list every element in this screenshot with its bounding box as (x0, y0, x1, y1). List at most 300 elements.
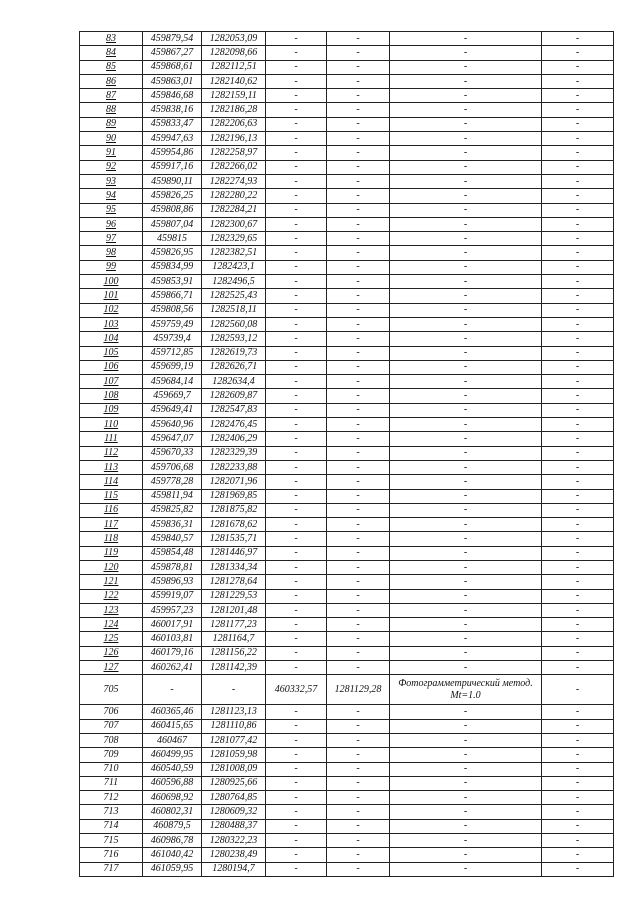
y-coordinate-cell: 1282525,43 (202, 289, 266, 303)
accuracy-cell: - (542, 575, 614, 589)
x-coordinate-cell: 459684,14 (143, 375, 202, 389)
table-row (80, 489, 614, 503)
table-row (80, 346, 614, 360)
x-coordinate-cell: 459896,93 (143, 575, 202, 589)
new-x-coordinate-cell: - (266, 618, 327, 632)
x-coordinate-cell: 460262,41 (143, 661, 202, 675)
y-coordinate-cell: 1282284,21 (202, 203, 266, 217)
point-number-cell: 115 (80, 489, 143, 503)
method-cell: - (390, 575, 542, 589)
y-coordinate-cell: 1281142,39 (202, 661, 266, 675)
method-cell: - (390, 403, 542, 417)
method-cell: - (390, 748, 542, 762)
accuracy-cell: - (542, 117, 614, 131)
new-y-coordinate-cell: - (327, 303, 390, 317)
accuracy-cell: - (542, 332, 614, 346)
new-y-coordinate-cell: - (327, 546, 390, 560)
method-cell: - (390, 661, 542, 675)
y-coordinate-cell: 1281164,7 (202, 632, 266, 646)
x-coordinate-cell: 459867,27 (143, 46, 202, 60)
table-row (80, 246, 614, 260)
y-coordinate-cell: 1282619,73 (202, 346, 266, 360)
new-y-coordinate-cell: - (327, 489, 390, 503)
y-coordinate-cell: 1281278,64 (202, 575, 266, 589)
new-y-coordinate-cell: - (327, 260, 390, 274)
table-row (80, 475, 614, 489)
new-x-coordinate-cell: - (266, 791, 327, 805)
x-coordinate-cell: 459853,91 (143, 275, 202, 289)
new-x-coordinate-cell: - (266, 103, 327, 117)
new-x-coordinate-cell: - (266, 834, 327, 848)
y-coordinate-cell: 1282196,13 (202, 132, 266, 146)
method-cell: - (390, 460, 542, 474)
y-coordinate-cell: 1282547,83 (202, 403, 266, 417)
y-coordinate-cell: 1281535,71 (202, 532, 266, 546)
new-y-coordinate-cell: - (327, 776, 390, 790)
y-coordinate-cell: 1281969,85 (202, 489, 266, 503)
point-number-cell: 110 (80, 418, 143, 432)
accuracy-cell: - (542, 675, 614, 705)
point-number-cell: 126 (80, 646, 143, 660)
x-coordinate-cell: 459879,54 (143, 32, 202, 46)
accuracy-cell: - (542, 89, 614, 103)
new-y-coordinate-cell: - (327, 661, 390, 675)
method-cell: - (390, 418, 542, 432)
accuracy-cell: - (542, 805, 614, 819)
point-number-cell: 83 (80, 32, 143, 46)
accuracy-cell: - (542, 719, 614, 733)
point-number-cell: 84 (80, 46, 143, 60)
new-y-coordinate-cell: - (327, 719, 390, 733)
new-y-coordinate-cell: - (327, 589, 390, 603)
new-x-coordinate-cell: - (266, 503, 327, 517)
table-row (80, 117, 614, 131)
accuracy-cell: - (542, 862, 614, 876)
method-cell: - (390, 146, 542, 160)
point-number-cell: 125 (80, 632, 143, 646)
table-row (80, 618, 614, 632)
table-row (80, 232, 614, 246)
point-number-cell: 116 (80, 503, 143, 517)
method-cell: - (390, 89, 542, 103)
method-cell: Фотограмметрический метод. Mt=1.0 (390, 675, 542, 705)
method-cell: - (390, 74, 542, 88)
x-coordinate-cell: 459840,57 (143, 532, 202, 546)
table-row (80, 189, 614, 203)
x-coordinate-cell: 459866,71 (143, 289, 202, 303)
point-number-cell: 109 (80, 403, 143, 417)
y-coordinate-cell: 1282233,88 (202, 460, 266, 474)
point-number-cell: 113 (80, 460, 143, 474)
y-coordinate-cell: 1282274,93 (202, 174, 266, 188)
method-cell: - (390, 632, 542, 646)
method-cell: - (390, 489, 542, 503)
new-y-coordinate-cell: - (327, 246, 390, 260)
x-coordinate-cell: 459826,25 (143, 189, 202, 203)
table-row (80, 762, 614, 776)
new-y-coordinate-cell: - (327, 632, 390, 646)
y-coordinate-cell: 1281446,97 (202, 546, 266, 560)
new-x-coordinate-cell: - (266, 360, 327, 374)
method-cell: - (390, 546, 542, 560)
new-y-coordinate-cell: - (327, 532, 390, 546)
point-number-cell: 87 (80, 89, 143, 103)
point-number-cell: 89 (80, 117, 143, 131)
y-coordinate-cell: 1282382,51 (202, 246, 266, 260)
new-y-coordinate-cell: - (327, 46, 390, 60)
new-x-coordinate-cell: - (266, 117, 327, 131)
x-coordinate-cell: 460103,81 (143, 632, 202, 646)
new-x-coordinate-cell: - (266, 733, 327, 747)
method-cell: - (390, 203, 542, 217)
new-y-coordinate-cell: - (327, 762, 390, 776)
y-coordinate-cell: 1281229,53 (202, 589, 266, 603)
new-x-coordinate-cell: - (266, 217, 327, 231)
new-y-coordinate-cell: - (327, 74, 390, 88)
y-coordinate-cell: 1282071,96 (202, 475, 266, 489)
new-x-coordinate-cell: - (266, 60, 327, 74)
new-x-coordinate-cell: - (266, 705, 327, 719)
accuracy-cell: - (542, 791, 614, 805)
new-x-coordinate-cell: - (266, 375, 327, 389)
new-y-coordinate-cell: - (327, 289, 390, 303)
accuracy-cell: - (542, 174, 614, 188)
accuracy-cell: - (542, 346, 614, 360)
new-x-coordinate-cell: - (266, 589, 327, 603)
accuracy-cell: - (542, 375, 614, 389)
y-coordinate-cell: 1281156,22 (202, 646, 266, 660)
y-coordinate-cell: 1282329,65 (202, 232, 266, 246)
new-y-coordinate-cell: - (327, 60, 390, 74)
new-x-coordinate-cell: - (266, 203, 327, 217)
table-row (80, 403, 614, 417)
accuracy-cell: - (542, 260, 614, 274)
x-coordinate-cell: 459836,31 (143, 518, 202, 532)
method-cell: - (390, 375, 542, 389)
x-coordinate-cell: 460879,5 (143, 819, 202, 833)
new-y-coordinate-cell: - (327, 460, 390, 474)
point-number-cell: 94 (80, 189, 143, 203)
point-number-cell: 121 (80, 575, 143, 589)
method-cell: - (390, 46, 542, 60)
table-row (80, 834, 614, 848)
table-row (80, 661, 614, 675)
accuracy-cell: - (542, 446, 614, 460)
new-x-coordinate-cell: - (266, 146, 327, 160)
new-x-coordinate-cell: - (266, 560, 327, 574)
point-number-cell: 127 (80, 661, 143, 675)
accuracy-cell: - (542, 217, 614, 231)
y-coordinate-cell: 1282053,09 (202, 32, 266, 46)
accuracy-cell: - (542, 503, 614, 517)
table-row (80, 174, 614, 188)
y-coordinate-cell: - (202, 675, 266, 705)
y-coordinate-cell: 1282258,97 (202, 146, 266, 160)
point-number-cell: 712 (80, 791, 143, 805)
y-coordinate-cell: 1282266,02 (202, 160, 266, 174)
new-y-coordinate-cell: 1281129,28 (327, 675, 390, 705)
table-row (80, 217, 614, 231)
method-cell: - (390, 389, 542, 403)
new-x-coordinate-cell: - (266, 646, 327, 660)
method-cell: - (390, 848, 542, 862)
x-coordinate-cell: 459807,04 (143, 217, 202, 231)
new-x-coordinate-cell: - (266, 848, 327, 862)
table-body (80, 32, 614, 877)
new-x-coordinate-cell: - (266, 232, 327, 246)
new-x-coordinate-cell: - (266, 432, 327, 446)
method-cell: - (390, 189, 542, 203)
new-y-coordinate-cell: - (327, 146, 390, 160)
method-cell: - (390, 560, 542, 574)
accuracy-cell: - (542, 518, 614, 532)
new-x-coordinate-cell: - (266, 532, 327, 546)
x-coordinate-cell: 459826,95 (143, 246, 202, 260)
table-row (80, 46, 614, 60)
new-x-coordinate-cell: - (266, 661, 327, 675)
accuracy-cell: - (542, 589, 614, 603)
accuracy-cell: - (542, 632, 614, 646)
new-y-coordinate-cell: - (327, 32, 390, 46)
point-number-cell: 119 (80, 546, 143, 560)
point-number-cell: 710 (80, 762, 143, 776)
method-cell: - (390, 60, 542, 74)
new-y-coordinate-cell: - (327, 518, 390, 532)
x-coordinate-cell: 459808,86 (143, 203, 202, 217)
point-number-cell: 91 (80, 146, 143, 160)
table-row (80, 791, 614, 805)
method-cell: - (390, 819, 542, 833)
method-cell: - (390, 776, 542, 790)
y-coordinate-cell: 1280488,37 (202, 819, 266, 833)
new-y-coordinate-cell: - (327, 791, 390, 805)
x-coordinate-cell: 459640,96 (143, 418, 202, 432)
method-cell: - (390, 719, 542, 733)
point-number-cell: 105 (80, 346, 143, 360)
new-x-coordinate-cell: - (266, 403, 327, 417)
table-row (80, 532, 614, 546)
new-x-coordinate-cell: - (266, 89, 327, 103)
new-y-coordinate-cell: - (327, 646, 390, 660)
point-number-cell: 713 (80, 805, 143, 819)
table-row (80, 675, 614, 705)
point-number-cell: 706 (80, 705, 143, 719)
point-number-cell: 114 (80, 475, 143, 489)
new-x-coordinate-cell: - (266, 346, 327, 360)
x-coordinate-cell: 461059,95 (143, 862, 202, 876)
table-row (80, 317, 614, 331)
method-cell: - (390, 862, 542, 876)
accuracy-cell: - (542, 232, 614, 246)
point-number-cell: 92 (80, 160, 143, 174)
new-x-coordinate-cell: - (266, 317, 327, 331)
new-x-coordinate-cell: - (266, 289, 327, 303)
new-y-coordinate-cell: - (327, 89, 390, 103)
new-y-coordinate-cell: - (327, 360, 390, 374)
new-x-coordinate-cell: - (266, 160, 327, 174)
y-coordinate-cell: 1282476,45 (202, 418, 266, 432)
accuracy-cell: - (542, 460, 614, 474)
y-coordinate-cell: 1280609,32 (202, 805, 266, 819)
method-cell: - (390, 217, 542, 231)
accuracy-cell: - (542, 776, 614, 790)
method-cell: - (390, 791, 542, 805)
y-coordinate-cell: 1281077,42 (202, 733, 266, 747)
new-y-coordinate-cell: - (327, 618, 390, 632)
accuracy-cell: - (542, 317, 614, 331)
accuracy-cell: - (542, 275, 614, 289)
table-row (80, 432, 614, 446)
new-y-coordinate-cell: - (327, 217, 390, 231)
new-x-coordinate-cell: - (266, 189, 327, 203)
table-row (80, 719, 614, 733)
new-y-coordinate-cell: - (327, 317, 390, 331)
method-cell: - (390, 733, 542, 747)
y-coordinate-cell: 1281678,62 (202, 518, 266, 532)
new-y-coordinate-cell: - (327, 332, 390, 346)
accuracy-cell: - (542, 560, 614, 574)
table-row (80, 603, 614, 617)
method-cell: - (390, 503, 542, 517)
method-cell: - (390, 317, 542, 331)
accuracy-cell: - (542, 489, 614, 503)
accuracy-cell: - (542, 661, 614, 675)
y-coordinate-cell: 1282098,66 (202, 46, 266, 60)
y-coordinate-cell: 1282496,5 (202, 275, 266, 289)
y-coordinate-cell: 1281008,09 (202, 762, 266, 776)
accuracy-cell: - (542, 834, 614, 848)
accuracy-cell: - (542, 289, 614, 303)
y-coordinate-cell: 1282329,39 (202, 446, 266, 460)
y-coordinate-cell: 1282140,62 (202, 74, 266, 88)
table-row (80, 546, 614, 560)
x-coordinate-cell: 459706,68 (143, 460, 202, 474)
accuracy-cell: - (542, 132, 614, 146)
new-x-coordinate-cell: - (266, 575, 327, 589)
x-coordinate-cell: 459833,47 (143, 117, 202, 131)
point-number-cell: 717 (80, 862, 143, 876)
new-x-coordinate-cell: - (266, 518, 327, 532)
accuracy-cell: - (542, 60, 614, 74)
table-row (80, 646, 614, 660)
accuracy-cell: - (542, 32, 614, 46)
point-number-cell: 98 (80, 246, 143, 260)
point-number-cell: 708 (80, 733, 143, 747)
new-y-coordinate-cell: - (327, 203, 390, 217)
new-y-coordinate-cell: - (327, 575, 390, 589)
table-row (80, 103, 614, 117)
new-y-coordinate-cell: - (327, 748, 390, 762)
accuracy-cell: - (542, 74, 614, 88)
x-coordinate-cell: 459947,63 (143, 132, 202, 146)
new-x-coordinate-cell: - (266, 475, 327, 489)
point-number-cell: 716 (80, 848, 143, 862)
point-number-cell: 86 (80, 74, 143, 88)
y-coordinate-cell: 1280238,49 (202, 848, 266, 862)
point-number-cell: 707 (80, 719, 143, 733)
x-coordinate-cell: 460499,95 (143, 748, 202, 762)
y-coordinate-cell: 1282626,71 (202, 360, 266, 374)
point-number-cell: 103 (80, 317, 143, 331)
accuracy-cell: - (542, 189, 614, 203)
accuracy-cell: - (542, 418, 614, 432)
new-y-coordinate-cell: - (327, 475, 390, 489)
x-coordinate-cell: 459739,4 (143, 332, 202, 346)
x-coordinate-cell: 459890,11 (143, 174, 202, 188)
new-y-coordinate-cell: - (327, 418, 390, 432)
table-row (80, 776, 614, 790)
x-coordinate-cell: 459759,49 (143, 317, 202, 331)
method-cell: - (390, 618, 542, 632)
table-row (80, 503, 614, 517)
y-coordinate-cell: 1280764,85 (202, 791, 266, 805)
table-row (80, 303, 614, 317)
x-coordinate-cell: 460802,31 (143, 805, 202, 819)
new-y-coordinate-cell: - (327, 503, 390, 517)
x-coordinate-cell: 459878,81 (143, 560, 202, 574)
table-row (80, 589, 614, 603)
method-cell: - (390, 332, 542, 346)
point-number-cell: 117 (80, 518, 143, 532)
method-cell: - (390, 346, 542, 360)
accuracy-cell: - (542, 103, 614, 117)
y-coordinate-cell: 1282112,51 (202, 60, 266, 74)
table-row (80, 360, 614, 374)
accuracy-cell: - (542, 819, 614, 833)
table-row (80, 375, 614, 389)
point-number-cell: 124 (80, 618, 143, 632)
accuracy-cell: - (542, 532, 614, 546)
x-coordinate-cell: 460179,16 (143, 646, 202, 660)
point-number-cell: 104 (80, 332, 143, 346)
point-number-cell: 123 (80, 603, 143, 617)
y-coordinate-cell: 1281177,23 (202, 618, 266, 632)
new-y-coordinate-cell: - (327, 403, 390, 417)
method-cell: - (390, 303, 542, 317)
table-row (80, 748, 614, 762)
x-coordinate-cell: 459811,94 (143, 489, 202, 503)
y-coordinate-cell: 1282518,11 (202, 303, 266, 317)
method-cell: - (390, 805, 542, 819)
table-row (80, 632, 614, 646)
method-cell: - (390, 518, 542, 532)
new-y-coordinate-cell: - (327, 819, 390, 833)
x-coordinate-cell: 459863,01 (143, 74, 202, 88)
point-number-cell: 90 (80, 132, 143, 146)
point-number-cell: 100 (80, 275, 143, 289)
table-row (80, 705, 614, 719)
new-x-coordinate-cell: - (266, 819, 327, 833)
accuracy-cell: - (542, 762, 614, 776)
method-cell: - (390, 103, 542, 117)
point-number-cell: 106 (80, 360, 143, 374)
x-coordinate-cell: 460596,88 (143, 776, 202, 790)
accuracy-cell: - (542, 389, 614, 403)
point-number-cell: 118 (80, 532, 143, 546)
x-coordinate-cell: 459815 (143, 232, 202, 246)
table-row (80, 848, 614, 862)
accuracy-cell: - (542, 146, 614, 160)
new-x-coordinate-cell: - (266, 74, 327, 88)
x-coordinate-cell: 459957,23 (143, 603, 202, 617)
method-cell: - (390, 646, 542, 660)
point-number-cell: 715 (80, 834, 143, 848)
method-cell: - (390, 32, 542, 46)
new-x-coordinate-cell: - (266, 460, 327, 474)
new-y-coordinate-cell: - (327, 117, 390, 131)
new-y-coordinate-cell: - (327, 446, 390, 460)
accuracy-cell: - (542, 646, 614, 660)
